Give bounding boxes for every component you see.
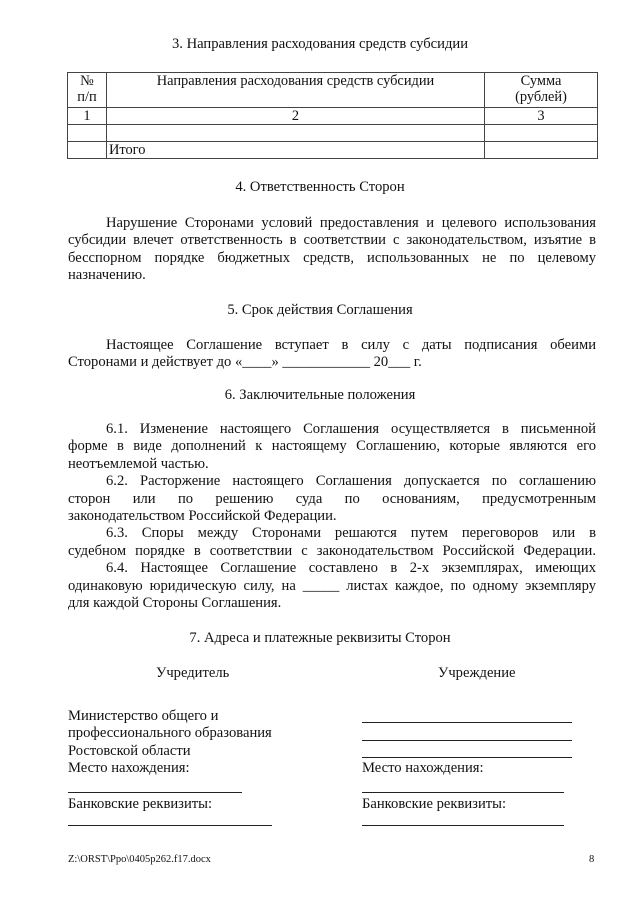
table-cell — [107, 125, 485, 142]
text-line: Сторонами и действует до «____» ____________ 20___ г. — [68, 354, 422, 371]
founder-name-line: профессионального образования — [68, 725, 272, 742]
table-header-row — [68, 73, 598, 108]
founder-name — [68, 708, 272, 760]
table-cell: 2 — [107, 108, 485, 125]
table-cell — [68, 125, 107, 142]
table-cell: 3 — [485, 108, 598, 125]
table-header-cell: № п/п — [68, 73, 107, 108]
page-number: 8 — [589, 854, 595, 865]
section-5-heading: 5. Срок действия Соглашения — [227, 302, 413, 318]
text-line: 6.3. Споры между Сторонами решаются путем переговоров или в — [106, 525, 596, 542]
table-cell — [485, 125, 598, 142]
text-line: Нарушение Сторонами условий предоставления и целевого использования — [106, 215, 596, 231]
section-3-heading: 3. Направления расходования средств субсидии — [171, 36, 469, 52]
text-line: законодательством Российской Федерации. — [68, 508, 337, 525]
text-line: 6.1. Изменение настоящего Соглашения осуществляется в письменной — [106, 421, 596, 437]
founder-name-line: Ростовской области — [68, 742, 191, 759]
table-header-cell: Направления расходования средств субсидии — [107, 73, 485, 108]
table-cell: 1 — [68, 108, 107, 125]
table-total-label: Итого — [107, 142, 485, 159]
text-line: судебном порядке в соответствии с законодательством Российской Федерации. — [68, 542, 596, 559]
text-line: неотъемлемой частью. — [68, 455, 209, 472]
text-line: 6.2. Расторжение настоящего Соглашения допускается по соглашению — [106, 473, 596, 490]
institution-location-label: Место нахождения: — [362, 760, 484, 776]
text-line: для каждой Стороны Соглашения. — [68, 595, 282, 612]
text-line: сторон или по решению суда по основаниям, предусмотренным — [68, 490, 596, 507]
founder-name-line: Министерство общего и — [68, 708, 219, 724]
institution-location-blank-line — [362, 792, 564, 793]
founder-location-blank-line — [68, 792, 242, 793]
section-4-text — [68, 215, 596, 285]
founder-bank-label: Банковские реквизиты: — [68, 796, 212, 812]
section-6-heading: 6. Заключительные положения — [224, 387, 416, 403]
section-6-text — [68, 421, 596, 612]
institution-bank-blank-line — [362, 825, 564, 826]
table-row — [68, 125, 598, 142]
table-total-row — [68, 142, 598, 159]
text-line: одинаковую юридическую силу, на _____ листах каждое, по одному экземпляру — [68, 577, 596, 594]
table-cell — [68, 142, 107, 159]
text-line: форме в виде дополнений к настоящему Соглашению, которые являются его — [68, 438, 596, 455]
text-line: субсидии влечет ответственность в соответствии с законодательством, изъятие в — [68, 232, 596, 249]
table-row — [68, 108, 598, 125]
table-cell — [485, 142, 598, 159]
footer-file-path: Z:\ORST\Ppo\0405p262.f17.docx — [68, 854, 211, 865]
founder-location-label: Место нахождения: — [68, 760, 190, 776]
institution-bank-label: Банковские реквизиты: — [362, 796, 506, 812]
text-line: бесспорном порядке бюджетных средств, использованных не по целевому — [68, 249, 596, 266]
section-7-heading: 7. Адреса и платежные реквизиты Сторон — [189, 630, 451, 646]
institution-title: Учреждение — [438, 665, 516, 681]
founder-bank-blank-line — [68, 825, 272, 826]
table-header-cell: Сумма (рублей) — [485, 73, 598, 108]
text-line: Настоящее Соглашение вступает в силу с даты подписания обеими — [106, 337, 596, 353]
section-4-heading: 4. Ответственность Сторон — [235, 179, 405, 195]
text-line: назначению. — [68, 267, 146, 284]
institution-name-blank-line — [362, 757, 572, 758]
institution-name-blank-line — [362, 740, 572, 741]
institution-name-blank-line — [362, 722, 572, 723]
founder-title: Учредитель — [156, 665, 230, 681]
text-line: 6.4. Настоящее Соглашение составлено в 2-х экземплярах, имеющих — [106, 560, 596, 577]
subsidy-table — [67, 72, 598, 159]
section-5-text — [68, 337, 596, 372]
